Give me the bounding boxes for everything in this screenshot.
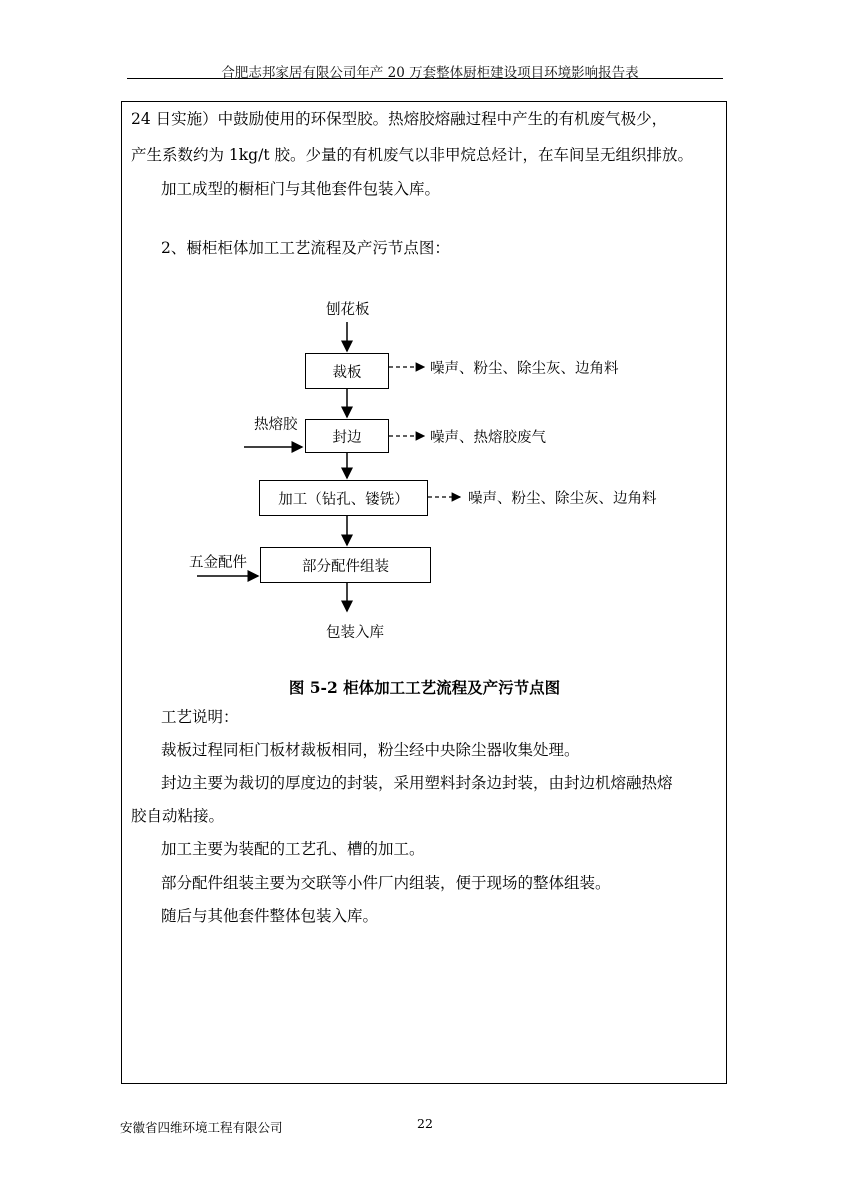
explain-line-5: 部分配件组装主要为交联等小件厂内组装，便于现场的整体组装。 [161,874,611,892]
flow-connectors [160,285,720,655]
step-edge-banding: 封边 [305,419,389,453]
page-number: 22 [417,1116,433,1131]
figure-caption: 图 5-2 柜体加工工艺流程及产污节点图 [288,678,561,697]
flow-start-label: 刨花板 [326,302,370,318]
intro-line-2: 产生系数约为 1kg/t 胶。少量的有机废气以非甲烷总烃计，在车间呈无组织排放。 [131,146,693,164]
step-edge-banding-output: 噪声、热熔胶废气 [430,430,546,446]
intro-line-1: 24 日实施）中鼓励使用的环保型胶。热熔胶熔融过程中产生的有机废气极少， [131,110,668,128]
document-header-title: 合肥志邦家居有限公司年产 20 万套整体厨柜建设项目环境影响报告表 [221,65,639,81]
step-cut-board: 裁板 [305,353,389,389]
explain-line-4: 加工主要为装配的工艺孔、槽的加工。 [161,840,425,858]
step-assembly: 部分配件组装 [260,547,431,583]
section-heading: 2、橱柜柜体加工工艺流程及产污节点图： [161,239,450,257]
step-edge-input: 热熔胶 [254,417,298,433]
step-cut-board-output: 噪声、粉尘、除尘灰、边角料 [430,361,619,377]
footer-company: 安徽省四维环境工程有限公司 [120,1120,283,1135]
step-machining: 加工（钻孔、镂铣） [259,480,428,516]
step-assembly-input: 五金配件 [189,555,247,571]
process-flow-diagram [160,285,720,655]
explain-line-1: 裁板过程同柜门板材裁板相同，粉尘经中央除尘器收集处理。 [161,741,580,759]
step-machining-output: 噪声、粉尘、除尘灰、边角料 [468,491,657,507]
intro-line-3: 加工成型的橱柜门与其他套件包装入库。 [161,180,441,198]
explain-line-6: 随后与其他套件整体包装入库。 [161,907,379,925]
explain-title: 工艺说明： [161,708,239,726]
flow-end-label: 包装入库 [326,625,384,641]
header-rule [127,78,723,79]
explain-line-3: 胶自动粘接。 [131,807,225,825]
explain-line-2: 封边主要为裁切的厚度边的封装，采用塑料封条边封装，由封边机熔融热熔 [161,774,673,792]
